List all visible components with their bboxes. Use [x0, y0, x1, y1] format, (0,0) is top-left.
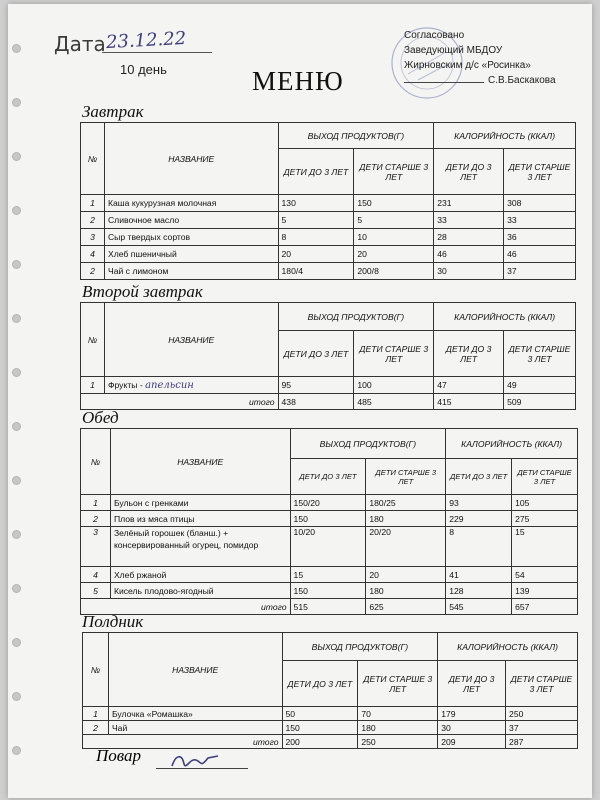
calories-young: 231 [434, 195, 504, 212]
row-no: 5 [81, 583, 111, 599]
table-row [81, 527, 578, 567]
output-young: 5 [278, 212, 354, 229]
calories-young: 179 [438, 707, 506, 721]
output-young: 130 [278, 195, 354, 212]
dish-name: Каша кукурузная молочная [104, 195, 278, 212]
output-old: 180 [366, 511, 446, 527]
col-young: ДЕТИ ДО 3 ЛЕТ [438, 661, 506, 707]
row-no: 2 [81, 263, 105, 280]
binder-hole [12, 476, 21, 485]
table-row [81, 511, 578, 527]
dish-name-handwritten: апельсин [145, 379, 194, 391]
output-old: 20 [366, 567, 446, 583]
col-output: ВЫХОД ПРОДУКТОВ(Г) [282, 633, 438, 661]
table-row [81, 212, 576, 229]
total-calories-old: 509 [504, 394, 576, 410]
approval-line-3: Жирновским д/с «Росинка» [404, 60, 531, 71]
approval-block [404, 28, 584, 88]
total-row [81, 394, 576, 410]
col-no: № [81, 429, 111, 495]
calories-young: 30 [434, 263, 504, 280]
total-output-old: 250 [358, 735, 438, 749]
output-young: 95 [278, 377, 354, 394]
calories-old: 49 [504, 377, 576, 394]
col-output: ВЫХОД ПРОДУКТОВ(Г) [290, 429, 446, 459]
binder-hole [12, 206, 21, 215]
col-young: ДЕТИ ДО 3 ЛЕТ [278, 331, 354, 377]
total-label: итого [81, 394, 279, 410]
col-calories: КАЛОРИЙНОСТЬ (ККАЛ) [438, 633, 578, 661]
calories-old: 105 [512, 495, 578, 511]
col-young: ДЕТИ ДО 3 ЛЕТ [434, 149, 504, 195]
col-old: ДЕТИ СТАРШЕ 3 ЛЕТ [504, 149, 576, 195]
col-old: ДЕТИ СТАРШЕ 3 ЛЕТ [354, 149, 434, 195]
calories-young: 30 [438, 721, 506, 735]
row-no: 3 [81, 527, 111, 567]
total-calories-old: 657 [512, 599, 578, 615]
col-old: ДЕТИ СТАРШЕ 3 ЛЕТ [358, 661, 438, 707]
approval-line-2: Заведующий МБДОУ [404, 45, 503, 56]
col-old: ДЕТИ СТАРШЕ 3 ЛЕТ [506, 661, 578, 707]
row-no: 1 [81, 195, 105, 212]
binder-hole [12, 260, 21, 269]
calories-young: 33 [434, 212, 504, 229]
dish-name: Сливочное масло [104, 212, 278, 229]
snack-table [82, 632, 578, 749]
calories-young: 93 [446, 495, 512, 511]
output-young: 15 [290, 567, 366, 583]
col-no: № [81, 123, 105, 195]
calories-young: 41 [446, 567, 512, 583]
dish-name: Чай [108, 721, 282, 735]
total-calories-old: 287 [506, 735, 578, 749]
dish-name: Плов из мяса птицы [110, 511, 290, 527]
binder-holes [12, 44, 26, 784]
row-no: 1 [81, 495, 111, 511]
output-young: 10/20 [290, 527, 366, 567]
col-no: № [83, 633, 109, 707]
dish-name: Кисель плодово-ягодный [110, 583, 290, 599]
calories-young: 47 [434, 377, 504, 394]
output-old: 100 [354, 377, 434, 394]
col-young: ДЕТИ ДО 3 ЛЕТ [446, 459, 512, 495]
calories-old: 275 [512, 511, 578, 527]
calories-old: 308 [504, 195, 576, 212]
cook-label: Повар [96, 746, 142, 765]
binder-hole [12, 368, 21, 377]
col-young: ДЕТИ ДО 3 ЛЕТ [278, 149, 354, 195]
section-title-snack: Полдник [82, 612, 144, 631]
col-calories: КАЛОРИЙНОСТЬ (ККАЛ) [446, 429, 578, 459]
calories-old: 33 [504, 212, 576, 229]
dish-name: Булочка «Ромашка» [108, 707, 282, 721]
col-no: № [81, 303, 105, 377]
output-old: 20 [354, 246, 434, 263]
total-calories-young: 545 [446, 599, 512, 615]
output-old: 70 [358, 707, 438, 721]
col-name: НАЗВАНИЕ [104, 303, 278, 377]
dish-name: Чай с лимоном [104, 263, 278, 280]
page-title: МЕНЮ [252, 66, 344, 96]
binder-hole [12, 98, 21, 107]
table-row [81, 567, 578, 583]
row-no: 2 [81, 212, 105, 229]
col-name: НАЗВАНИЕ [104, 123, 278, 195]
dish-name: Зелёный горошек (бланш.) + консервированный огурец, помидор [110, 527, 290, 567]
output-old: 20/20 [366, 527, 446, 567]
day-number: 10 день [120, 62, 167, 77]
calories-old: 15 [512, 527, 578, 567]
col-young: ДЕТИ ДО 3 ЛЕТ [282, 661, 358, 707]
section-title-breakfast: Завтрак [82, 102, 144, 121]
output-old: 200/8 [354, 263, 434, 280]
col-calories: КАЛОРИЙНОСТЬ (ККАЛ) [434, 303, 576, 331]
total-calories-young: 209 [438, 735, 506, 749]
col-calories: КАЛОРИЙНОСТЬ (ККАЛ) [434, 123, 576, 149]
table-row [81, 195, 576, 212]
table-row [81, 263, 576, 280]
total-output-young: 515 [290, 599, 366, 615]
output-old: 150 [354, 195, 434, 212]
output-old: 180 [358, 721, 438, 735]
calories-old: 37 [504, 263, 576, 280]
binder-hole [12, 530, 21, 539]
row-no: 2 [81, 511, 111, 527]
table-row [81, 377, 576, 394]
breakfast-table [80, 122, 576, 280]
calories-young: 28 [434, 229, 504, 246]
row-no: 2 [83, 721, 109, 735]
calories-old: 46 [504, 246, 576, 263]
table-row [81, 229, 576, 246]
second-breakfast-table [80, 302, 576, 410]
col-old: ДЕТИ СТАРШЕ 3 ЛЕТ [354, 331, 434, 377]
total-output-young: 438 [278, 394, 354, 410]
binder-hole [12, 44, 21, 53]
signature-icon [168, 750, 228, 772]
row-no: 3 [81, 229, 105, 246]
total-output-young: 200 [282, 735, 358, 749]
binder-hole [12, 692, 21, 701]
section-title-second-breakfast: Второй завтрак [82, 282, 203, 301]
calories-old: 139 [512, 583, 578, 599]
calories-young: 8 [446, 527, 512, 567]
output-old: 5 [354, 212, 434, 229]
calories-young: 229 [446, 511, 512, 527]
col-name: НАЗВАНИЕ [108, 633, 282, 707]
table-row [81, 583, 578, 599]
calories-old: 36 [504, 229, 576, 246]
output-young: 150 [290, 583, 366, 599]
table-row [83, 707, 578, 721]
calories-old: 250 [506, 707, 578, 721]
output-young: 150 [282, 721, 358, 735]
output-young: 20 [278, 246, 354, 263]
binder-hole [12, 152, 21, 161]
col-old: ДЕТИ СТАРШЕ 3 ЛЕТ [504, 331, 576, 377]
total-label: итого [83, 735, 283, 749]
dish-name-printed: Фрукты - [107, 379, 143, 390]
dish-name: Бульон с гренками [110, 495, 290, 511]
date-value: 23.12.22 [105, 27, 187, 54]
table-row [81, 495, 578, 511]
total-output-old: 485 [354, 394, 434, 410]
total-output-old: 625 [366, 599, 446, 615]
total-row [81, 599, 578, 615]
output-young: 50 [282, 707, 358, 721]
dish-name [104, 377, 278, 394]
col-old: ДЕТИ СТАРШЕ 3 ЛЕТ [366, 459, 446, 495]
output-young: 8 [278, 229, 354, 246]
row-no: 4 [81, 567, 111, 583]
approval-signature-line [404, 82, 484, 83]
section-title-lunch: Обед [82, 408, 119, 427]
col-output: ВЫХОД ПРОДУКТОВ(Г) [278, 303, 434, 331]
col-name: НАЗВАНИЕ [110, 429, 290, 495]
binder-hole [12, 584, 21, 593]
calories-old: 37 [506, 721, 578, 735]
binder-hole [12, 314, 21, 323]
col-young: ДЕТИ ДО 3 ЛЕТ [290, 459, 366, 495]
dish-name: Сыр твердых сортов [104, 229, 278, 246]
calories-young: 128 [446, 583, 512, 599]
row-no: 1 [81, 377, 105, 394]
calories-old: 54 [512, 567, 578, 583]
row-no: 4 [81, 246, 105, 263]
output-old: 180 [366, 583, 446, 599]
approval-line-1: Согласовано [404, 30, 465, 41]
col-young: ДЕТИ ДО 3 ЛЕТ [434, 331, 504, 377]
total-calories-young: 415 [434, 394, 504, 410]
calories-young: 46 [434, 246, 504, 263]
dish-name: Хлеб ржаной [110, 567, 290, 583]
total-row [83, 735, 578, 749]
col-old: ДЕТИ СТАРШЕ 3 ЛЕТ [512, 459, 578, 495]
output-young: 150 [290, 511, 366, 527]
output-old: 180/25 [366, 495, 446, 511]
row-no: 1 [83, 707, 109, 721]
col-output: ВЫХОД ПРОДУКТОВ(Г) [278, 123, 434, 149]
binder-hole [12, 746, 21, 755]
output-young: 150/20 [290, 495, 366, 511]
table-row [83, 721, 578, 735]
output-young: 180/4 [278, 263, 354, 280]
total-label: итого [81, 599, 291, 615]
approval-signer: С.В.Баскакова [488, 75, 556, 86]
output-old: 10 [354, 229, 434, 246]
date-label: Дата [54, 32, 106, 56]
menu-sheet [8, 4, 592, 798]
dish-name: Хлеб пшеничный [104, 246, 278, 263]
table-row [81, 246, 576, 263]
binder-hole [12, 422, 21, 431]
lunch-table [80, 428, 578, 615]
binder-hole [12, 638, 21, 647]
